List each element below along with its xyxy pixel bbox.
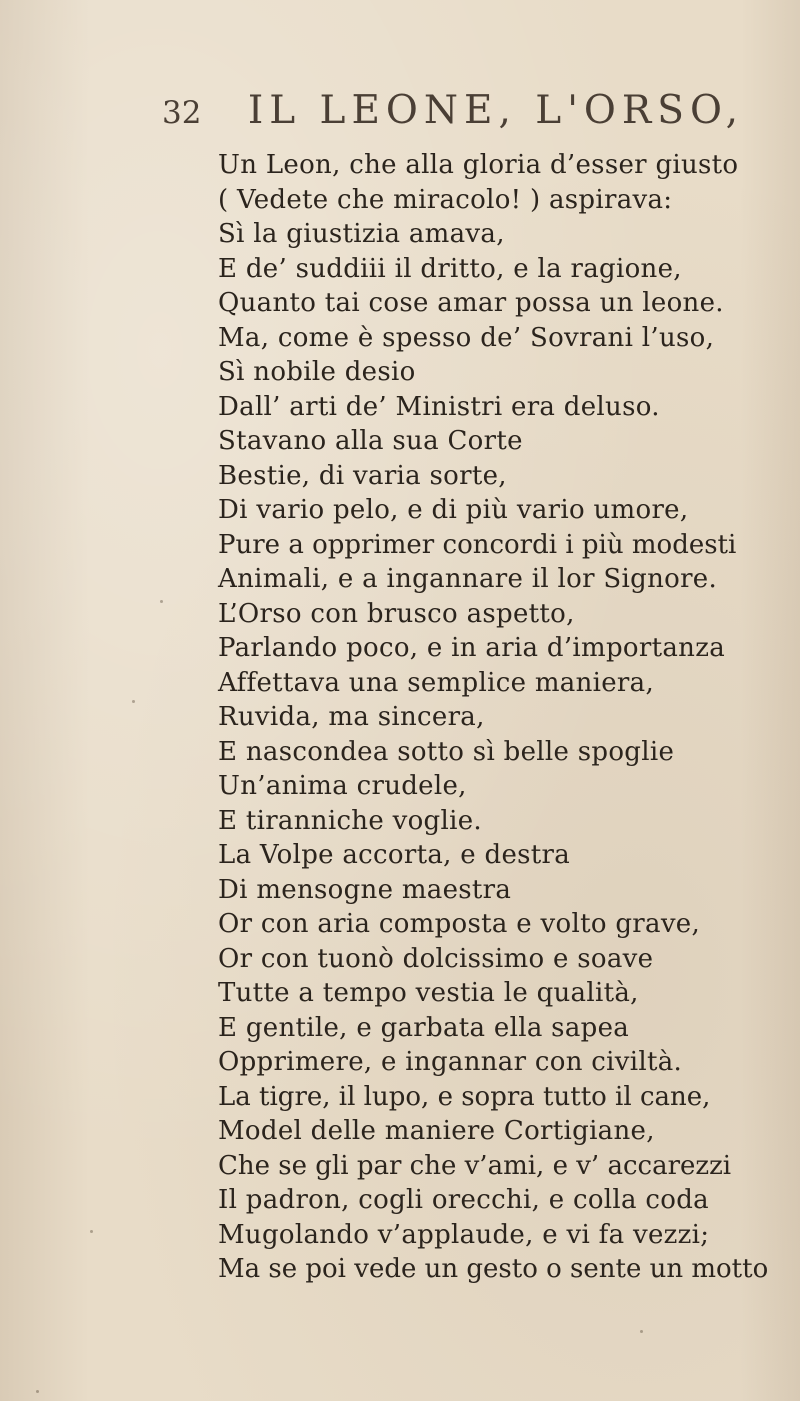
poem-line: Un’anima crudele,: [218, 771, 467, 801]
poem-line: L’Orso con brusco aspetto,: [218, 598, 575, 629]
poem-line: Or con aria composta e volto grave,: [218, 909, 701, 939]
poem-line: Bestie, di varia sorte,: [218, 460, 507, 491]
poem-line: Quanto tai cose amar possa un leone.: [218, 288, 724, 318]
poem-line: Or con tuonò dolcissimo e soave: [218, 943, 654, 974]
poem-line: Parlando poco, e in aria d’importanza: [218, 633, 726, 663]
poem-line: Di vario pelo, e di più vario umore,: [218, 495, 689, 525]
poem-line: Mugolando v’applaude, e vi fa vezzi;: [218, 1219, 710, 1250]
poem-line: Animali, e a ingannare il lor Signore.: [218, 564, 718, 594]
running-head: [162, 86, 762, 136]
poem-line: E de’ suddiii il dritto, e la ragione,: [218, 253, 682, 284]
poem-line: La tigre, il lupo, e sopra tutto il cane,: [218, 1081, 711, 1112]
poem-line: Stavano alla sua Corte: [218, 426, 523, 456]
page-number: 32: [162, 95, 202, 131]
poem-line: Ma, come è spesso de’ Sovrani l’uso,: [218, 322, 715, 353]
poem-line: Sì nobile desio: [218, 357, 416, 387]
paper-speck: [640, 1330, 643, 1333]
poem-line: Opprimere, e ingannar con civiltà.: [218, 1047, 683, 1077]
paper-speck: [160, 600, 163, 603]
poem-line: Che se gli par che v’ami, e v’ accarezzi: [218, 1150, 732, 1181]
poem-line: ( Vedete che miracolo! ) aspirava:: [218, 184, 673, 215]
poem-line: Pure a opprimer concordi i più modesti: [218, 529, 737, 560]
paper-speck: [36, 1390, 39, 1393]
poem-line: E tiranniche voglie.: [218, 805, 482, 836]
poem-line: Affettava una semplice maniera,: [218, 667, 655, 698]
poem-line: Il padron, cogli orecchi, e colla coda: [218, 1185, 709, 1215]
poem-line: Tutte a tempo vestia le qualità,: [218, 978, 639, 1008]
poem-line: Ruvida, ma sincera,: [218, 702, 485, 732]
poem-line: Dall’ arti de’ Ministri era deluso.: [218, 391, 660, 422]
paper-speck: [90, 1230, 93, 1233]
poem-line: E gentile, e garbata ella sapea: [218, 1012, 630, 1043]
poem-text: [218, 148, 778, 1287]
poem-line: Un Leon, che alla gloria d’esser giusto: [218, 150, 739, 180]
poem-line: Sì la giustizia amava,: [218, 219, 505, 249]
poem-line: Di mensogne maestra: [218, 874, 512, 905]
paper-speck: [132, 700, 135, 703]
poem-line: Ma se poi vede un gesto o sente un motto: [218, 1254, 769, 1284]
poem-line: E nascondea sotto sì belle spoglie: [218, 736, 675, 767]
poem-line: Model delle maniere Cortigiane,: [218, 1116, 655, 1146]
running-title: IL LEONE, L'ORSO,: [247, 88, 745, 133]
poem-line: La Volpe accorta, e destra: [218, 840, 571, 870]
